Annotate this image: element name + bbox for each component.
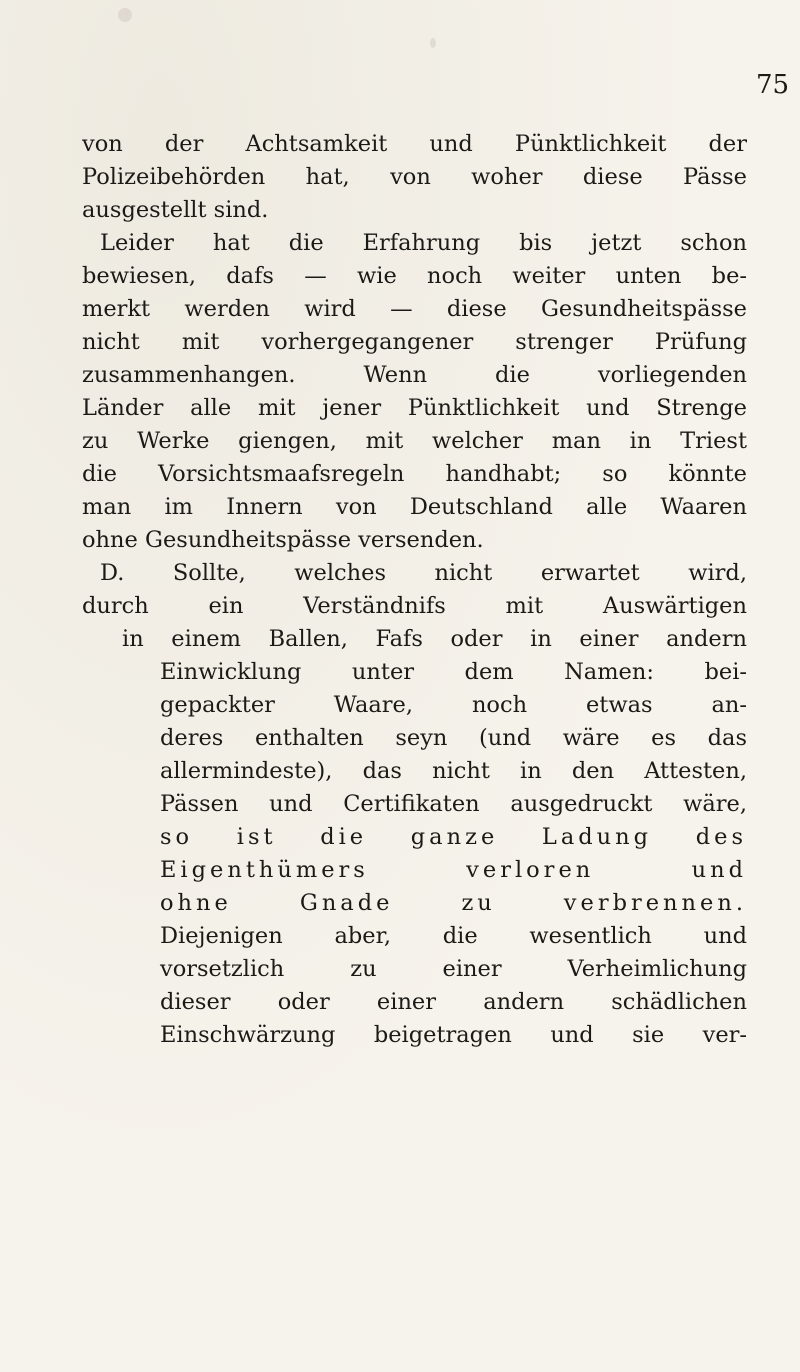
text-line: deres enthalten seyn (und wäre es das <box>160 725 747 751</box>
text-line: vorsetzlich zu einer Verheimlichung <box>160 956 747 982</box>
page-number: 75 <box>756 70 790 100</box>
text-line: so ist die ganze Ladung des <box>160 824 747 850</box>
text-line: Länder alle mit jener Pünktlichkeit und Strenge <box>82 395 747 421</box>
text-line: Einwicklung unter dem Namen: bei- <box>160 659 747 685</box>
paper-stain <box>430 38 436 48</box>
text-line: in einem Ballen, Fafs oder in einer andern <box>122 626 747 652</box>
text-line: ohne Gnade zu verbrennen. <box>160 890 747 916</box>
text-line: ohne Gesundheitspässe versenden. <box>82 527 484 553</box>
text-line: D. Sollte, welches nicht erwartet wird, <box>100 560 747 586</box>
text-line: merkt werden wird — diese Gesundheitspässe <box>82 296 747 322</box>
text-line: zu Werke giengen, mit welcher man in Triest <box>82 428 747 454</box>
paper-stain <box>118 8 132 22</box>
text-line: dieser oder einer andern schädlichen <box>160 989 747 1015</box>
text-line: bewiesen, dafs — wie noch weiter unten be- <box>82 263 747 289</box>
text-line: von der Achtsamkeit und Pünktlichkeit der <box>82 131 747 157</box>
text-line: zusammenhangen. Wenn die vorliegenden <box>82 362 747 388</box>
text-line: Eigenthümers verloren und <box>160 857 747 883</box>
text-line: Pässen und Certifikaten ausgedruckt wäre, <box>160 791 747 817</box>
text-line: Diejenigen aber, die wesentlich und <box>160 923 747 949</box>
text-line: nicht mit vorhergegangener strenger Prüfung <box>82 329 747 355</box>
text-line: Polizeibehörden hat, von woher diese Pässe <box>82 164 747 190</box>
body-text <box>82 128 747 1052</box>
text-line: Einschwärzung beigetragen und sie ver- <box>160 1022 747 1048</box>
text-line: durch ein Verständnifs mit Auswärtigen <box>82 593 747 619</box>
text-line: die Vorsichtsmaafsregeln handhabt; so könnte <box>82 461 747 487</box>
text-line: Leider hat die Erfahrung bis jetzt schon <box>100 230 747 256</box>
text-line: ausgestellt sind. <box>82 197 269 223</box>
text-line: gepackter Waare, noch etwas an- <box>160 692 747 718</box>
text-line: man im Innern von Deutschland alle Waaren <box>82 494 747 520</box>
text-line: allermindeste), das nicht in den Attesten, <box>160 758 747 784</box>
